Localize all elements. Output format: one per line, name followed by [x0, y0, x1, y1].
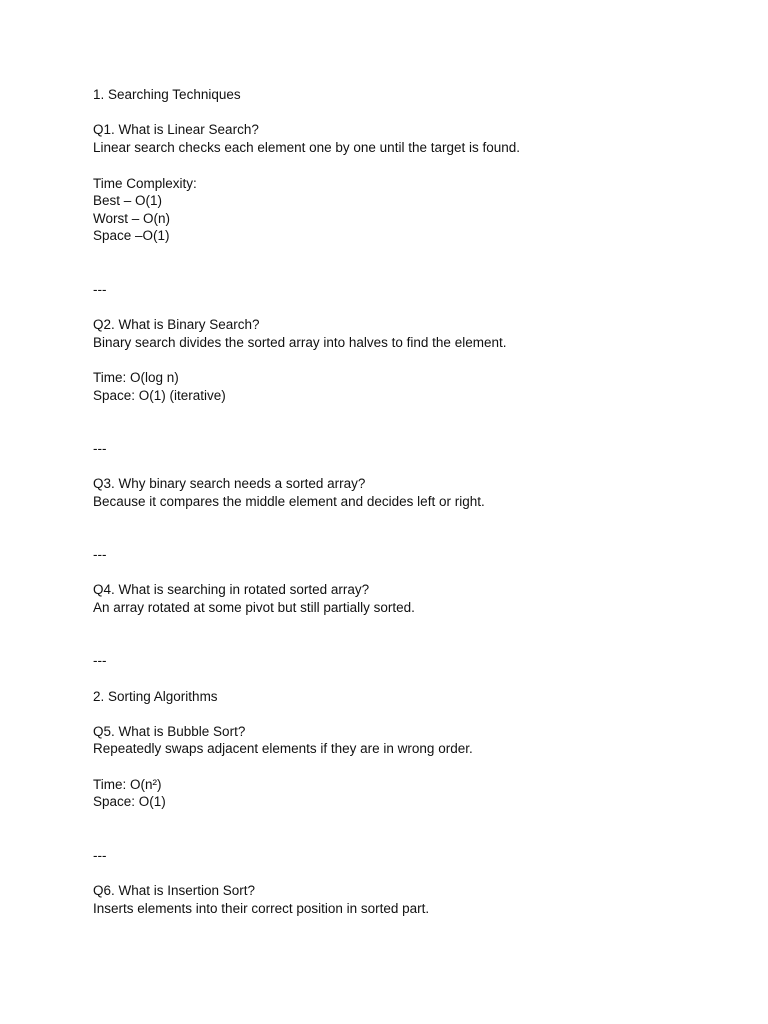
section-heading-sorting: 2. Sorting Algorithms	[93, 689, 218, 704]
question-q4: Q4. What is searching in rotated sorted array?	[93, 582, 370, 597]
space-q2: Space: O(1) (iterative)	[93, 388, 226, 403]
question-q5: Q5. What is Bubble Sort?	[93, 724, 246, 739]
complexity-space: Space –O(1)	[93, 228, 170, 243]
separator: ---	[93, 441, 107, 456]
separator: ---	[93, 848, 107, 863]
space-q5: Space: O(1)	[93, 794, 166, 809]
time-q2: Time: O(log n)	[93, 370, 179, 385]
separator: ---	[93, 653, 107, 668]
time-q5: Time: O(n²)	[93, 777, 162, 792]
question-q1: Q1. What is Linear Search?	[93, 122, 259, 137]
question-q2: Q2. What is Binary Search?	[93, 317, 260, 332]
separator: ---	[93, 547, 107, 562]
answer-q3: Because it compares the middle element and decides left or right.	[93, 494, 485, 509]
complexity-best: Best – O(1)	[93, 193, 163, 208]
answer-q2: Binary search divides the sorted array into halves to find the element.	[93, 335, 507, 350]
answer-q4: An array rotated at some pivot but still partially sorted.	[93, 600, 415, 615]
question-q6: Q6. What is Insertion Sort?	[93, 883, 256, 898]
complexity-worst: Worst – O(n)	[93, 211, 171, 226]
complexity-heading: Time Complexity:	[93, 176, 197, 191]
section-heading-searching: 1. Searching Techniques	[93, 87, 241, 102]
separator: ---	[93, 282, 107, 297]
answer-q1: Linear search checks each element one by one until the target is found.	[93, 140, 521, 155]
answer-q6: Inserts elements into their correct position in sorted part.	[93, 901, 430, 916]
question-q3: Q3. Why binary search needs a sorted array?	[93, 476, 366, 491]
answer-q5: Repeatedly swaps adjacent elements if they are in wrong order.	[93, 741, 473, 756]
